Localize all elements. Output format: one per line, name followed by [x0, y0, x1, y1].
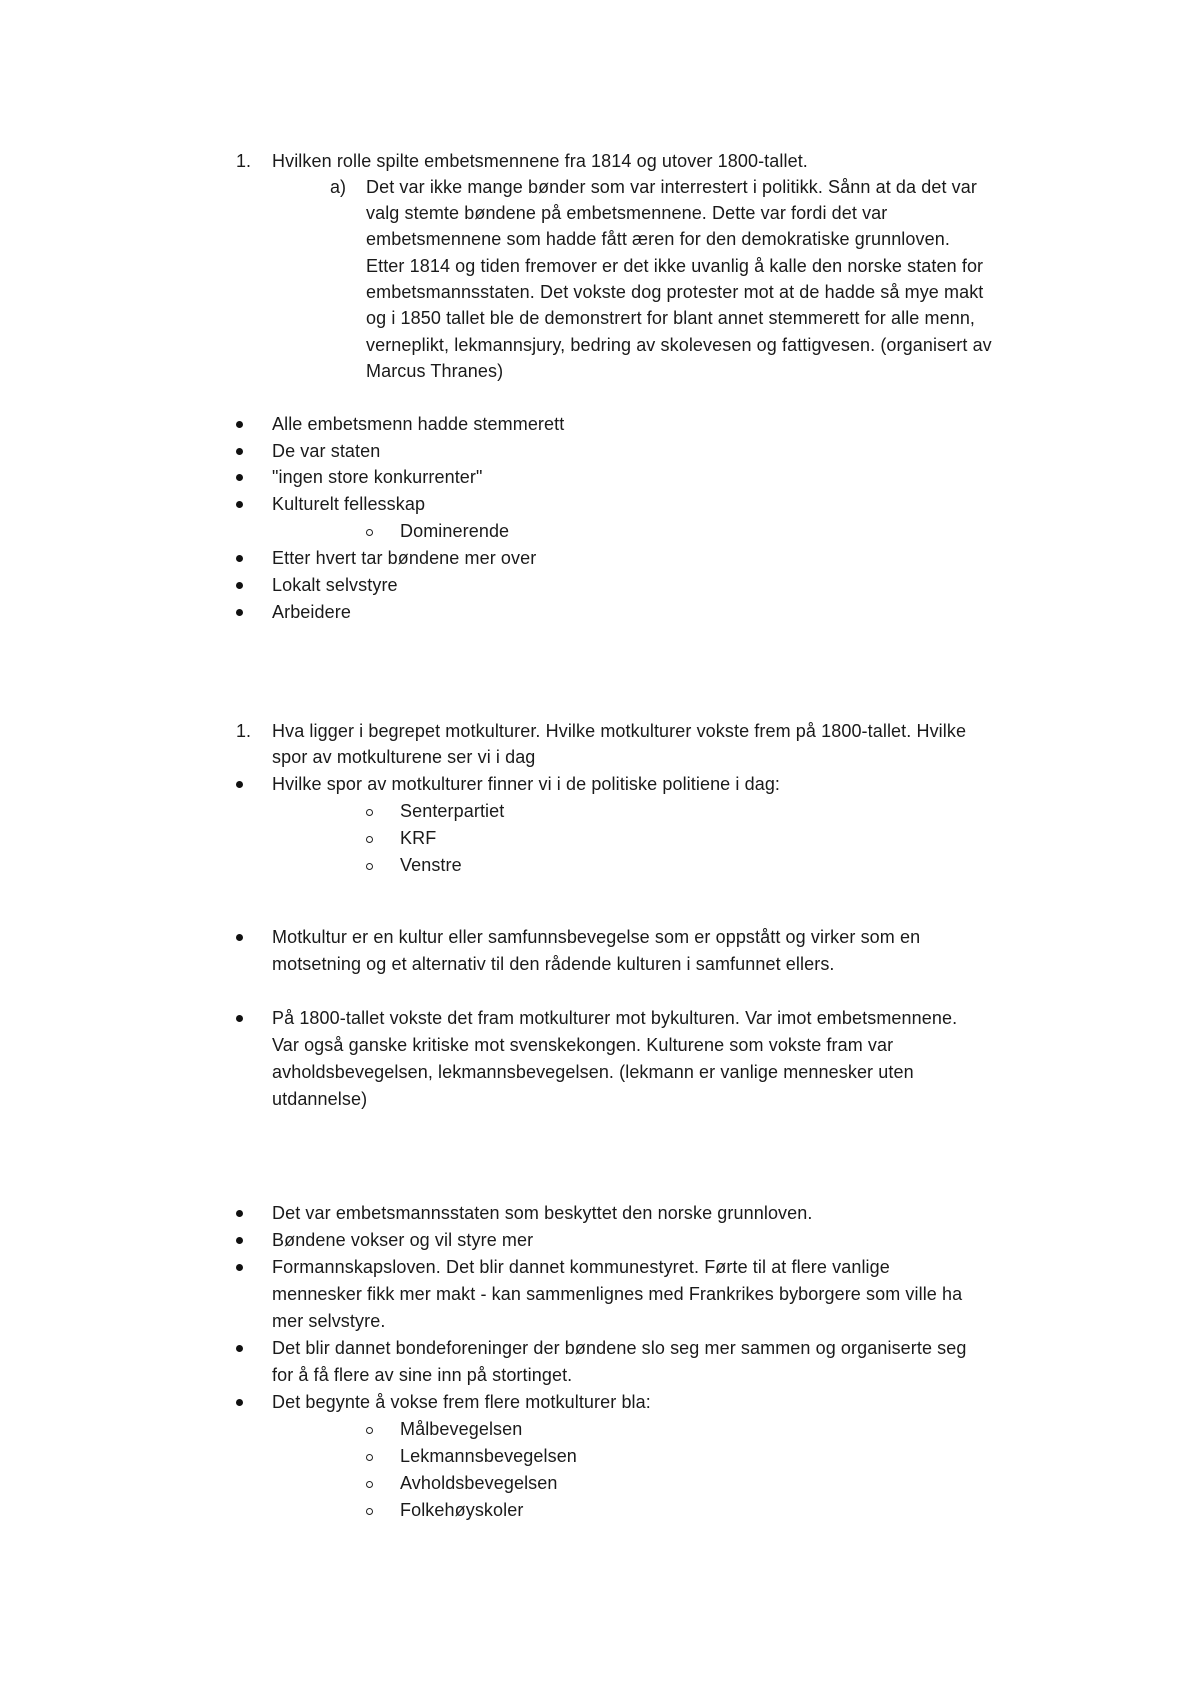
- bullet-icon: [236, 1237, 243, 1244]
- paragraph-line: Var også ganske kritiske mot svenskekongen. Kulturene som vokste fram var: [272, 1035, 894, 1055]
- sub-list-item: KRF: [400, 828, 437, 848]
- sub-bullet-icon: [366, 809, 373, 816]
- paragraph-line: Motkultur er en kultur eller samfunnsbevegelse som er oppstått og virker som en: [272, 927, 921, 947]
- bullet-icon: [236, 582, 243, 589]
- list-item: "ingen store konkurrenter": [272, 467, 483, 487]
- bullet-icon: [236, 501, 243, 508]
- sub-bullet-icon: [366, 1454, 373, 1461]
- sub-bullet-icon: [366, 1508, 373, 1515]
- answer-line: Etter 1814 og tiden fremover er det ikke uvanlig å kalle den norske staten for: [366, 256, 984, 276]
- bullet-icon: [236, 555, 243, 562]
- list-item: Formannskapsloven. Det blir dannet kommunestyret. Førte til at flere vanlige: [272, 1257, 890, 1277]
- sub-list-item: Avholdsbevegelsen: [400, 1473, 558, 1493]
- question-heading: Hva ligger i begrepet motkulturer. Hvilke motkulturer vokste frem på 1800-tallet. Hvilke: [272, 721, 967, 741]
- bullet-icon: [236, 1210, 243, 1217]
- sub-list-item: Lekmannsbevegelsen: [400, 1446, 577, 1466]
- sub-bullet-icon: [366, 1427, 373, 1434]
- list-item: Hvilke spor av motkulturer finner vi i de politiske politiene i dag:: [272, 774, 781, 794]
- paragraph-line: På 1800-tallet vokste det fram motkulturer mot bykulturen. Var imot embetsmennene.: [272, 1008, 958, 1028]
- paragraph-line: motsetning og et alternativ til den rådende kulturen i samfunnet ellers.: [272, 954, 835, 974]
- bullet-icon: [236, 421, 243, 428]
- sub-list-item: Venstre: [400, 855, 462, 875]
- sub-list-item: Folkehøyskoler: [400, 1500, 524, 1520]
- list-item: De var staten: [272, 441, 381, 461]
- list-item: Det blir dannet bondeforeninger der bøndene slo seg mer sammen og organiserte seg: [272, 1338, 967, 1358]
- list-item: Alle embetsmenn hadde stemmerett: [272, 414, 565, 434]
- sub-bullet-icon: [366, 1481, 373, 1488]
- paragraph-line: utdannelse): [272, 1089, 368, 1109]
- sub-list-item: Målbevegelsen: [400, 1419, 523, 1439]
- bullet-icon: [236, 1015, 243, 1022]
- list-number: 1.: [236, 721, 252, 741]
- answer-line: og i 1850 tallet ble de demonstrert for blant annet stemmerett for alle menn,: [366, 308, 976, 328]
- sub-list-item: Senterpartiet: [400, 801, 505, 821]
- question-heading: Hvilken rolle spilte embetsmennene fra 1814 og utover 1800-tallet.: [272, 151, 808, 171]
- answer-line: Marcus Thranes): [366, 361, 504, 381]
- list-item: Kulturelt fellesskap: [272, 494, 426, 514]
- list-item: mer selvstyre.: [272, 1311, 386, 1331]
- bullet-icon: [236, 1399, 243, 1406]
- bullet-icon: [236, 609, 243, 616]
- list-item: for å få flere av sine inn på stortinget.: [272, 1365, 573, 1385]
- answer-line: embetsmennene som hadde fått æren for den demokratiske grunnloven.: [366, 229, 950, 249]
- bullet-icon: [236, 448, 243, 455]
- bullet-icon: [236, 781, 243, 788]
- question-heading: spor av motkulturene ser vi i dag: [272, 747, 536, 767]
- sub-bullet-icon: [366, 529, 373, 536]
- sub-bullet-icon: [366, 863, 373, 870]
- bullet-icon: [236, 474, 243, 481]
- list-item: Det begynte å vokse frem flere motkulturer bla:: [272, 1392, 651, 1412]
- list-item: Lokalt selvstyre: [272, 575, 398, 595]
- list-item: Arbeidere: [272, 602, 351, 622]
- paragraph-line: avholdsbevegelsen, lekmannsbevegelsen. (lekmann er vanlige mennesker uten: [272, 1062, 914, 1082]
- list-number: 1.: [236, 151, 252, 171]
- sub-bullet-icon: [366, 836, 373, 843]
- bullet-icon: [236, 1345, 243, 1352]
- list-item: Det var embetsmannsstaten som beskyttet den norske grunnloven.: [272, 1203, 813, 1223]
- list-item: mennesker fikk mer makt - kan sammenlignes med Frankrikes byborgere som ville ha: [272, 1284, 963, 1304]
- answer-line: verneplikt, lekmannsjury, bedring av skolevesen og fattigvesen. (organisert av: [366, 335, 992, 355]
- list-item: Etter hvert tar bøndene mer over: [272, 548, 537, 568]
- sub-list-item: Dominerende: [400, 521, 510, 541]
- list-item: Bøndene vokser og vil styre mer: [272, 1230, 534, 1250]
- answer-line: Det var ikke mange bønder som var interrestert i politikk. Sånn at da det var: [366, 177, 977, 197]
- answer-line: embetsmannsstaten. Det vokste dog protester mot at de hadde så mye makt: [366, 282, 984, 302]
- answer-marker: a): [330, 177, 347, 197]
- answer-line: valg stemte bøndene på embetsmennene. Dette var fordi det var: [366, 203, 888, 223]
- bullet-icon: [236, 934, 243, 941]
- bullet-icon: [236, 1264, 243, 1271]
